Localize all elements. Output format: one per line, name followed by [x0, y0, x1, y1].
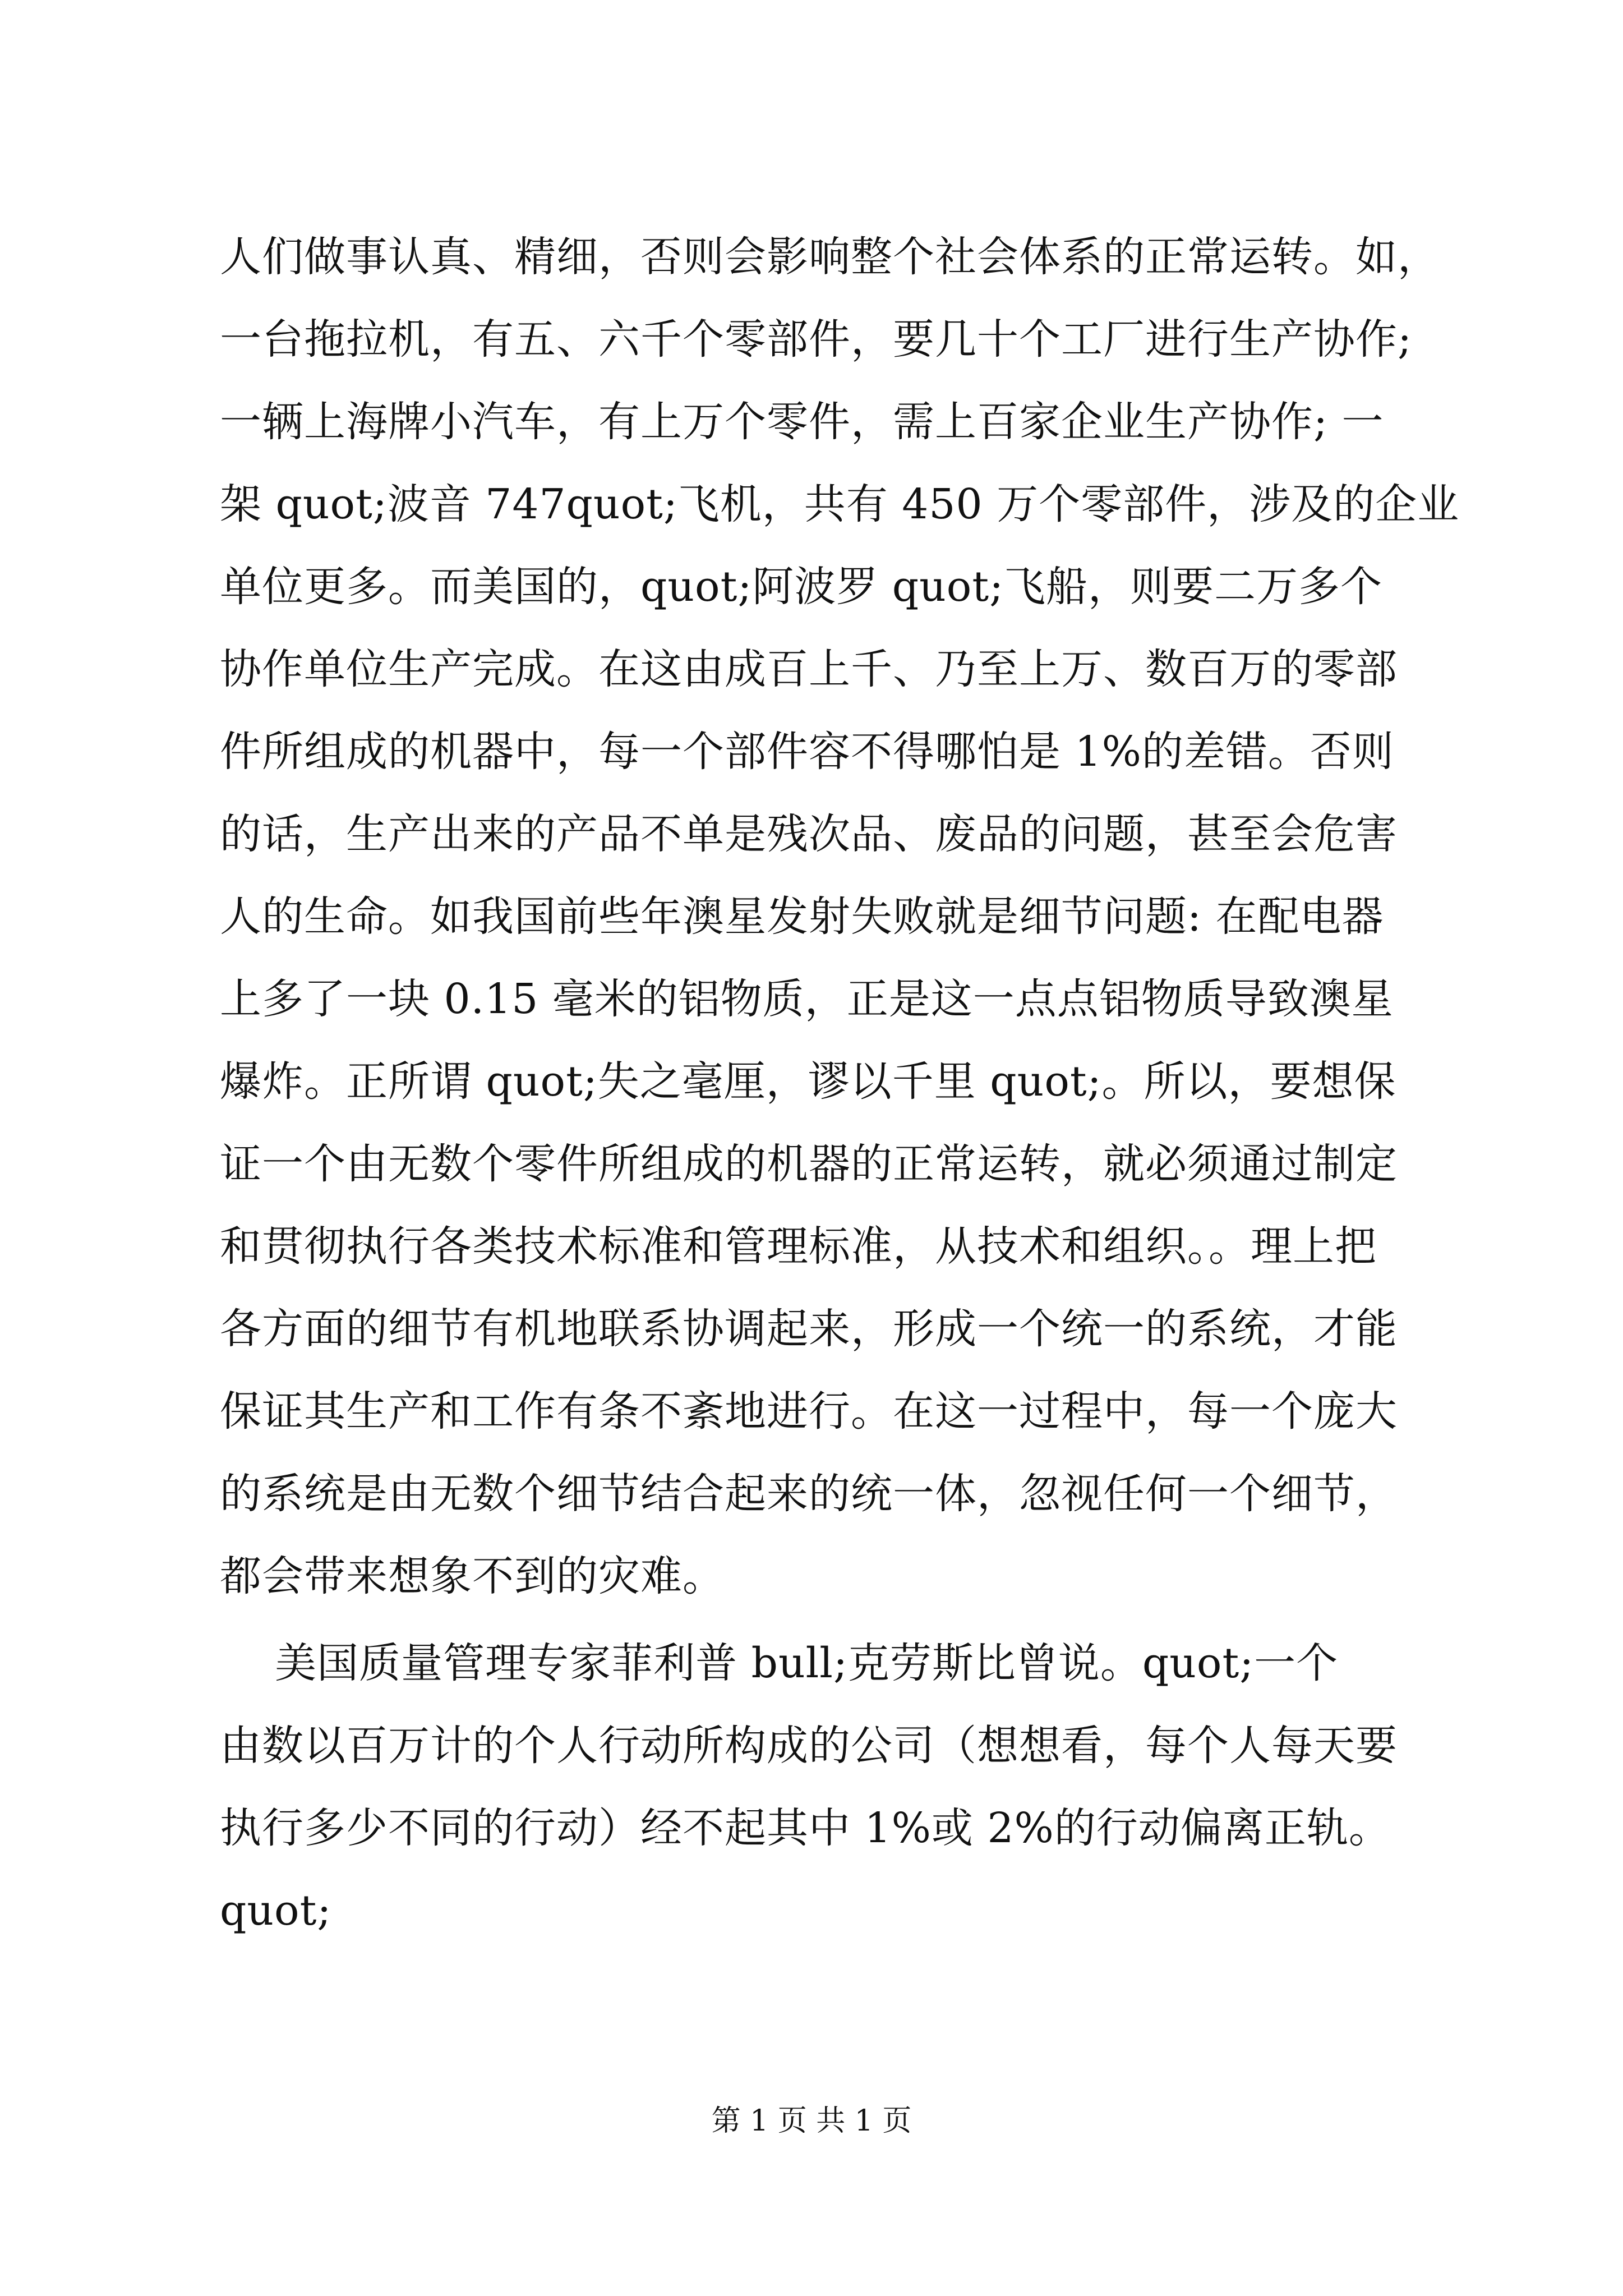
text-line: quot;	[220, 1887, 332, 1935]
page-footer: 第 1 页 共 1 页	[711, 2104, 912, 2138]
text-line: 各方面的细节有机地联系协调起来，形成一个统一的系统，才能	[220, 1305, 1398, 1353]
text-line: 都会带来想象不到的灾难。	[220, 1552, 725, 1600]
text-line: 单位更多。而美国的，quot;阿波罗 quot;飞船，则要二万多个	[220, 563, 1383, 611]
text-line: 上多了一块 0.15 毫米的铝物质，正是这一点点铝物质导致澳星	[220, 975, 1394, 1023]
body-text	[220, 216, 1460, 1952]
text-line: 执行多少不同的行动）经不起其中 1%或 2%的行动偏离正轨。	[220, 1804, 1391, 1852]
text-line: 的系统是由无数个细节结合起来的统一体，忽视任何一个细节，	[220, 1470, 1398, 1518]
text-line: 人们做事认真、精细，否则会影响整个社会体系的正常运转。如，	[220, 233, 1440, 281]
text-line: 架 quot;波音 747quot;飞机，共有 450 万个零部件，涉及的企业	[220, 480, 1460, 528]
text-line: 证一个由无数个零件所组成的机器的正常运转，就必须通过制定	[220, 1140, 1398, 1188]
text-line: 协作单位生产完成。在这由成百上千、乃至上万、数百万的零部	[220, 645, 1398, 693]
text-line: 一辆上海牌小汽车，有上万个零件，需上百家企业生产协作; 一	[220, 398, 1384, 446]
text-line: 件所组成的机器中，每一个部件容不得哪怕是 1%的差错。否则	[220, 728, 1394, 776]
text-line: 的话，生产出来的产品不单是残次品、废品的问题，甚至会危害	[220, 810, 1398, 858]
text-line: 人的生命。如我国前些年澳星发射失败就是细节问题: 在配电器	[220, 892, 1384, 941]
text-line: 爆炸。正所谓 quot;失之毫厘，谬以千里 quot;。所以，要想保	[220, 1057, 1396, 1106]
text-line: 由数以百万计的个人行动所构成的公司（想想看，每个人每天要	[220, 1722, 1398, 1770]
text-line: 美国质量管理专家菲利普 bull;克劳斯比曾说。quot;一个	[220, 1639, 1339, 1687]
text-line: 和贯彻执行各类技术标准和管理标准，从技术和组织。。理上把	[220, 1222, 1377, 1271]
text-line: 保证其生产和工作有条不紊地进行。在这一过程中，每一个庞大	[220, 1387, 1398, 1435]
text-line: 一台拖拉机，有五、六千个零部件，要几十个工厂进行生产协作;	[220, 315, 1412, 364]
